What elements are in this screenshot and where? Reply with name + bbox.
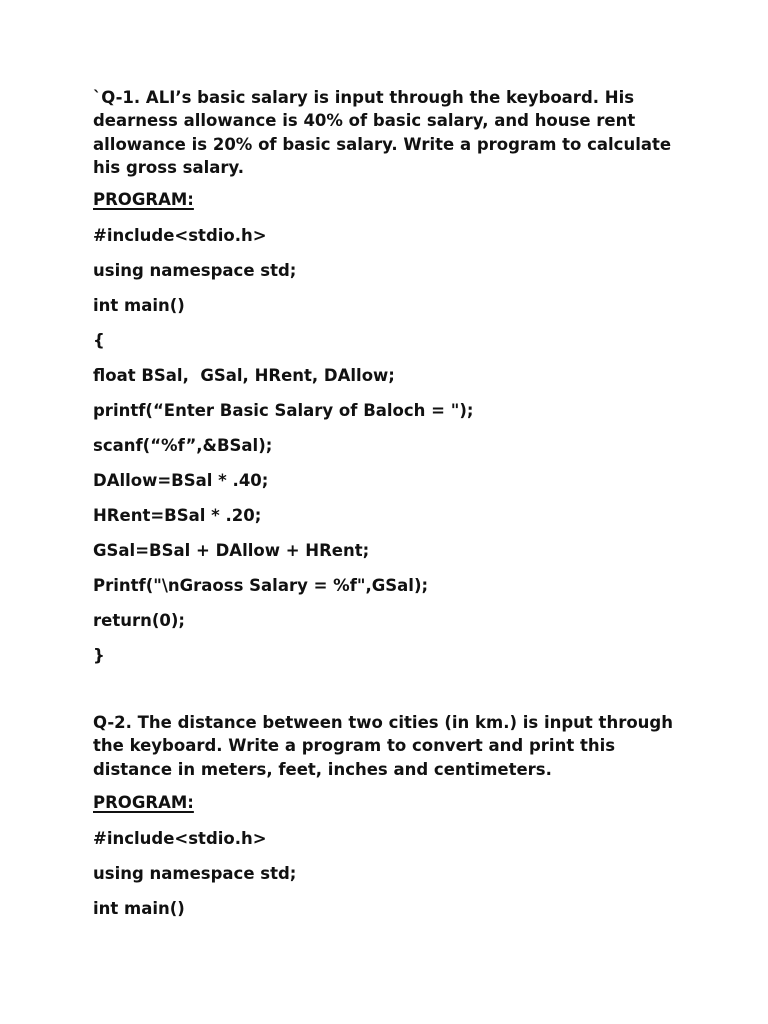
q1-code-line: #include<stdio.h> — [93, 226, 267, 245]
q1-code-line: printf(“Enter Basic Salary of Baloch = "); — [93, 401, 474, 420]
q1-code-line: Printf("\nGraoss Salary = %f",GSal); — [93, 576, 429, 595]
q1-code-line: GSal=BSal + DAllow + HRent; — [93, 541, 370, 560]
q1-code-line: } — [93, 646, 105, 665]
q2-code-line: int main() — [93, 899, 185, 918]
q1-code-line: using namespace std; — [93, 261, 297, 280]
q1-code-line: { — [93, 331, 105, 350]
q1-code-line: HRent=BSal * .20; — [93, 506, 262, 525]
q1-program-heading: PROGRAM: — [93, 190, 194, 209]
q2-code-line: using namespace std; — [93, 864, 297, 883]
q2-question-text: Q-2. The distance between two cities (in km.) is input through the keyboard. Write a program to convert and print this distance in meters, feet, inches and centimeters. — [93, 713, 673, 779]
q1-question-text: `Q-1. ALI’s basic salary is input through the keyboard. His dearness allowance is 40% of basic salary, and house rent allowance is 20% of basic salary. Write a program to calculate his gross salary. — [93, 88, 672, 177]
q2-program-heading: PROGRAM: — [93, 793, 194, 812]
q1-code-line: scanf(“%f”,&BSal); — [93, 436, 273, 455]
q2-code-line: #include<stdio.h> — [93, 829, 267, 848]
q1-code-line: DAllow=BSal * .40; — [93, 471, 269, 490]
q1-code-line: return(0); — [93, 611, 186, 630]
q1-code-line: int main() — [93, 296, 185, 315]
q1-code-line: float BSal, GSal, HRent, DAllow; — [93, 366, 395, 385]
